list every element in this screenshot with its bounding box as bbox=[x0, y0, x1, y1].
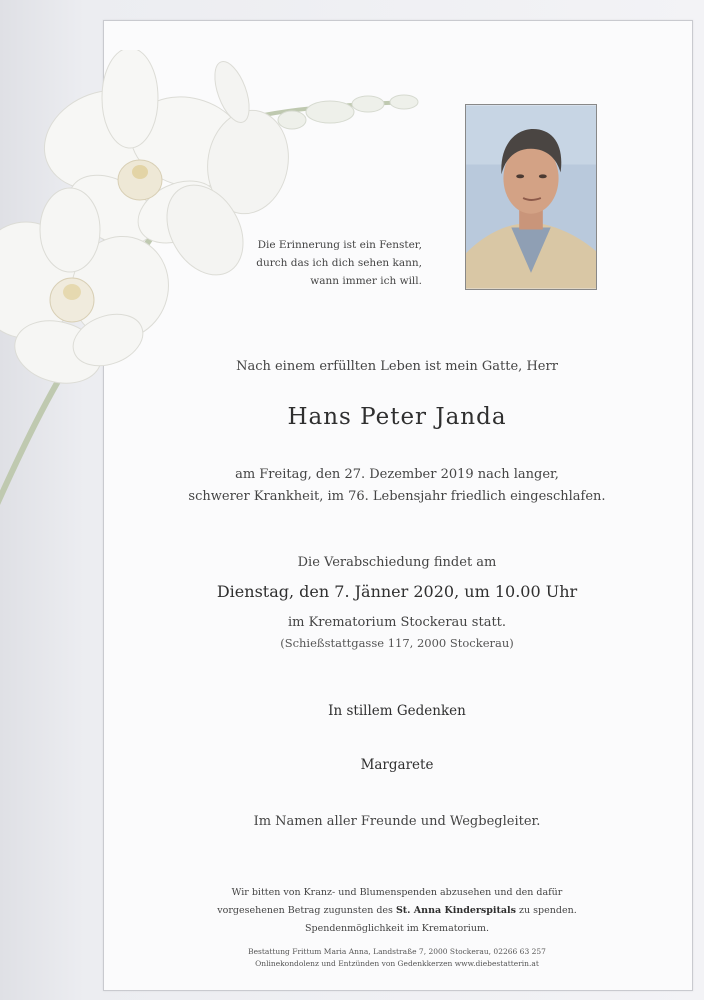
footer-line: Bestattung Frittum Maria Anna, Landstraße 7, 2000 Stockerau, 02266 63 257 bbox=[248, 947, 546, 956]
intro-text: Nach einem erfüllten Leben ist mein Gatte, Herr bbox=[236, 359, 558, 374]
request-text: zu spenden. bbox=[516, 905, 577, 916]
mourner-name: Margarete bbox=[360, 757, 434, 773]
portrait-photo bbox=[465, 104, 597, 290]
farewell-datetime: Dienstag, den 7. Jänner 2020, um 10.00 Uhr bbox=[216, 582, 578, 601]
memorial-quote bbox=[200, 236, 422, 290]
request-line bbox=[103, 902, 691, 920]
footer-line: Onlinekondolenz und Entzünden von Gedenkkerzen www.diebestatterin.at bbox=[255, 959, 539, 968]
date-line: am Freitag, den 27. Dezember 2019 nach langer, bbox=[235, 467, 559, 482]
farewell-address: (Schießstattgasse 117, 2000 Stockerau) bbox=[280, 636, 514, 650]
deceased-name: Hans Peter Janda bbox=[287, 404, 507, 430]
quote-line: Die Erinnerung ist ein Fenster, bbox=[257, 239, 422, 251]
death-date-text bbox=[103, 464, 691, 508]
farewell-place: im Krematorium Stockerau statt. bbox=[287, 615, 507, 630]
memory-text: In stillem Gedenken bbox=[328, 703, 466, 719]
request-line: Wir bitten von Kranz- und Blumenspenden abzusehen und den dafür bbox=[231, 887, 563, 898]
charity-name: St. Anna Kinderspitals bbox=[395, 905, 517, 916]
farewell-intro: Die Verabschiedung findet am bbox=[297, 555, 497, 570]
request-line: Spendenmöglichkeit im Krematorium. bbox=[305, 923, 489, 934]
request-text: vorgesehenen Betrag zugunsten des bbox=[217, 905, 396, 916]
quote-line: durch das ich dich sehen kann, bbox=[256, 257, 422, 269]
quote-line: wann immer ich will. bbox=[310, 275, 422, 287]
funeral-home-footer bbox=[103, 946, 691, 970]
donation-request bbox=[103, 884, 691, 938]
friends-text: Im Namen aller Freunde und Wegbegleiter. bbox=[253, 814, 541, 829]
date-line: schwerer Krankheit, im 76. Lebensjahr friedlich eingeschlafen. bbox=[188, 489, 606, 504]
